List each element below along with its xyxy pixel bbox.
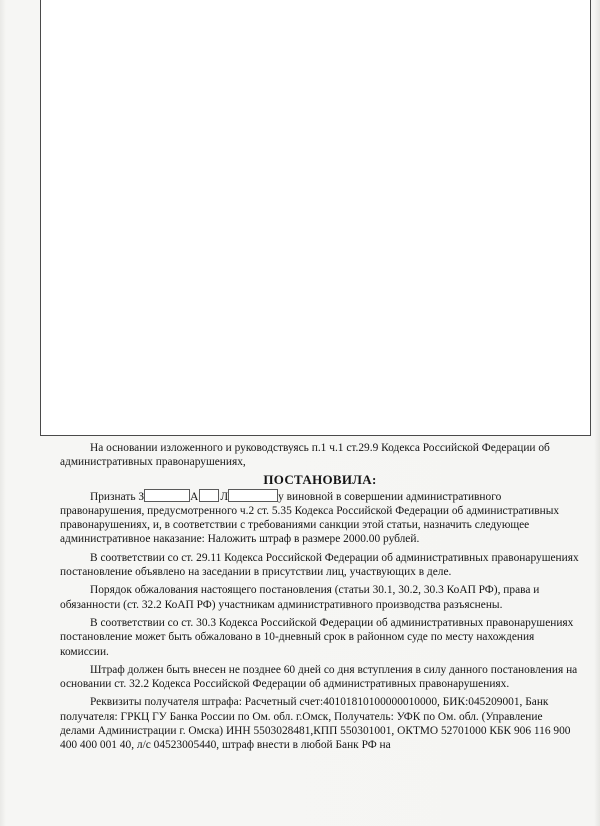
paragraph-appeal-term: В соответствии со ст. 30.3 Кодекса Российской Федерации об административных правонарушениях постановление может быть обжаловано в 10-дневный срок в районном суде по месту нахождения комиссии. (60, 616, 574, 658)
paragraph-verdict (60, 489, 580, 547)
redacted-patronymic (228, 489, 278, 502)
verdict-text-rest: у виновной в совершении административного правонарушения, предусмотренного ч.2 ст. 5.35 Кодекса Российской Федерации об административных правонарушениях, и, в соответствии с требованиями санкции этой статьи, назначить следующее административное наказание: Наложить штраф в размере 2000.00 рублей. (60, 490, 560, 546)
resolution-heading: ПОСТАНОВИЛА: (263, 471, 377, 487)
verdict-initial-l: Л (220, 490, 229, 503)
paragraph-appeal-procedure: Порядок обжалования настоящего постановления (статьи 30.1, 30.2, 30.3 КоАП РФ), права и обязанности (ст. 32.2 КоАП РФ) участникам административного производства разъяснены. (60, 584, 540, 611)
redacted-name (199, 489, 219, 502)
verdict-initial-a: А (190, 490, 199, 503)
redacted-surname (144, 489, 190, 502)
paragraph-fine-deadline: Штраф должен быть внесен не позднее 60 дней со дня вступления в силу данного постановления на основании ст. 32.2 Кодекса Российской Федерации об административных правонарушениях. (60, 663, 578, 691)
paragraph-announcement: В соответствии со ст. 29.11 Кодекса Российской Федерации об административных правонарушениях постановление объявлено на заседании в присутствии лиц, участвующих в деле. (60, 551, 579, 579)
document-body (60, 441, 580, 753)
paragraph-payment-details: Реквизиты получателя штрафа: Расчетный счет:40101810100000010000, БИК:045209001, Банк получателя: ГРКЦ ГУ Банка России по Ом. обл. г.Омск, Получатель: УФК по Ом. обл. (Управление делами Администрации г. Омска) ИНН 5503028481,КПП 550301001, ОКТМО 52701000 КБК 906 116 900 400 400 001 40, л/с 04523005440, штраф внести в любой Банк РФ на (60, 696, 571, 752)
blank-cover-area (40, 0, 591, 436)
paragraph-basis: На основании изложенного и руководствуясь п.1 ч.1 ст.29.9 Кодекса Российской Федерации об административных правонарушениях, (60, 442, 550, 469)
verdict-text-start: Признать З (90, 490, 145, 503)
